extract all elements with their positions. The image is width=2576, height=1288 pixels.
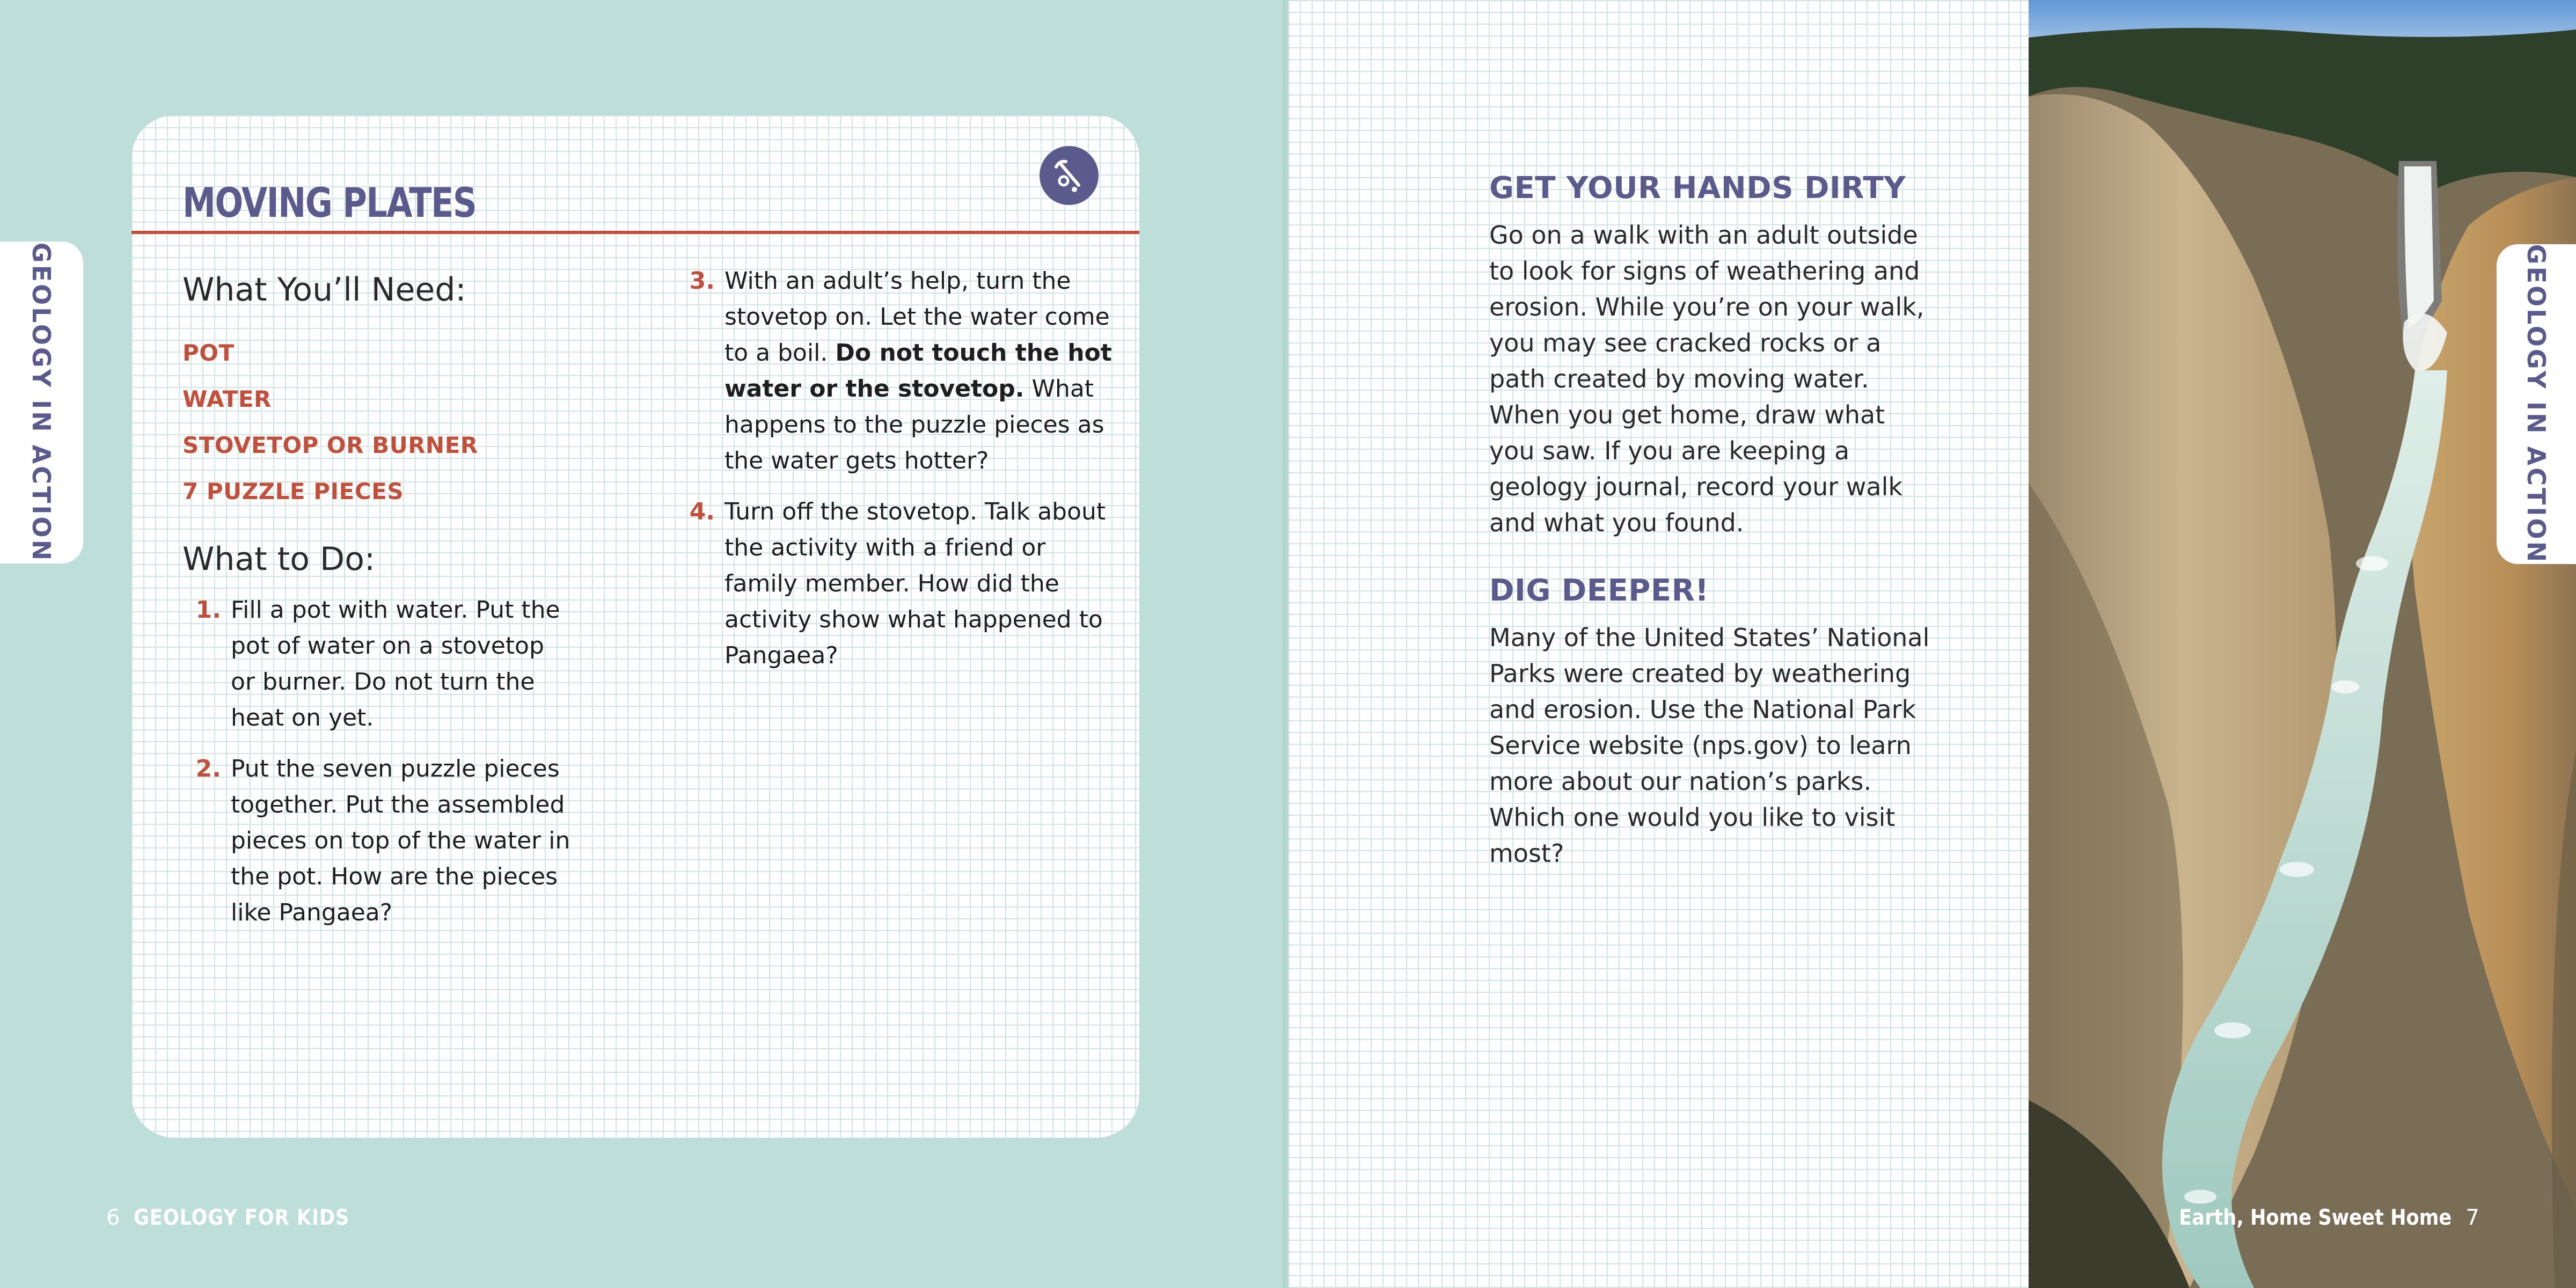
side-tab-left [0, 241, 83, 564]
canyon-photo [2029, 0, 2576, 1288]
todo-heading: What to Do: [182, 540, 376, 578]
activity-title: MOVING PLATES [182, 179, 477, 226]
page-number-left: 6 [106, 1205, 120, 1230]
step-3 [676, 263, 1116, 479]
tools-icon [1040, 146, 1099, 205]
material-item: 7 PUZZLE PIECES [182, 478, 404, 504]
section-heading: DIG DEEPER! [1489, 573, 1709, 608]
step-number: 1. [195, 596, 221, 624]
right-footer [2142, 1205, 2479, 1230]
step-warning: Do not touch the hot water or the stovetop. [724, 339, 1112, 402]
section-body: Many of the United States’ National Parks were created by weathering and erosion. Use the National Park Service website (nps.gov) to learn more about our nation’s parks. Which one would you like to visit most? [1489, 623, 1930, 868]
step-text: Put the seven puzzle pieces together. Put the assembled pieces on top of the water in the pot. How are the pieces like Pangaea? [231, 755, 570, 926]
need-heading: What You’ll Need: [182, 271, 466, 309]
step-number: 3. [689, 267, 715, 295]
step-text: Fill a pot with water. Put the pot of water on a stovetop or burner. Do not turn the heat on yet. [231, 596, 560, 731]
step-text-part: With an adult’s help, turn the stovetop on. Let the water come to a boil. [724, 267, 1110, 367]
left-footer [106, 1205, 379, 1230]
section-body: Go on a walk with an adult outside to look for signs of weathering and erosion. While you’re on your walk, you may see cracked rocks or a path created by moving water. When you get home, draw what you saw. If you are keeping a geology journal, record your walk and what you found. [1489, 221, 1924, 537]
section-heading: GET YOUR HANDS DIRTY [1489, 171, 1906, 206]
hands-dirty-section [1489, 171, 1935, 541]
step-number: 4. [689, 498, 715, 525]
instructions-column-2 [676, 263, 1116, 689]
side-tab-right-label: GEOLOGY IN ACTION [2522, 244, 2551, 565]
step-number: 2. [195, 755, 221, 782]
title-divider [131, 231, 1139, 234]
material-item: WATER [182, 386, 272, 412]
step-text-part: What happens to the puzzle pieces as the water gets hotter? [724, 375, 1104, 474]
material-item: POT [182, 340, 235, 366]
material-item: STOVETOP OR BURNER [182, 432, 478, 458]
step-4 [676, 494, 1116, 674]
activity-card [131, 115, 1139, 1138]
side-tab-left-label: GEOLOGY IN ACTION [27, 242, 56, 563]
step-2 [182, 751, 590, 931]
book-title: GEOLOGY FOR KIDS [134, 1205, 350, 1230]
dig-deeper-section [1489, 573, 1935, 872]
step-text [724, 263, 1116, 479]
step-1 [182, 592, 590, 736]
page-number-right: 7 [2465, 1205, 2479, 1230]
instructions-column-1 [182, 271, 590, 946]
book-gutter [1283, 0, 1293, 1288]
step-text: Turn off the stovetop. Talk about the activity with a friend or family member. How did the activity show what happened to Pangaea? [724, 498, 1106, 669]
chapter-title: Earth, Home Sweet Home [2179, 1205, 2452, 1230]
side-tab-right [2497, 244, 2576, 564]
